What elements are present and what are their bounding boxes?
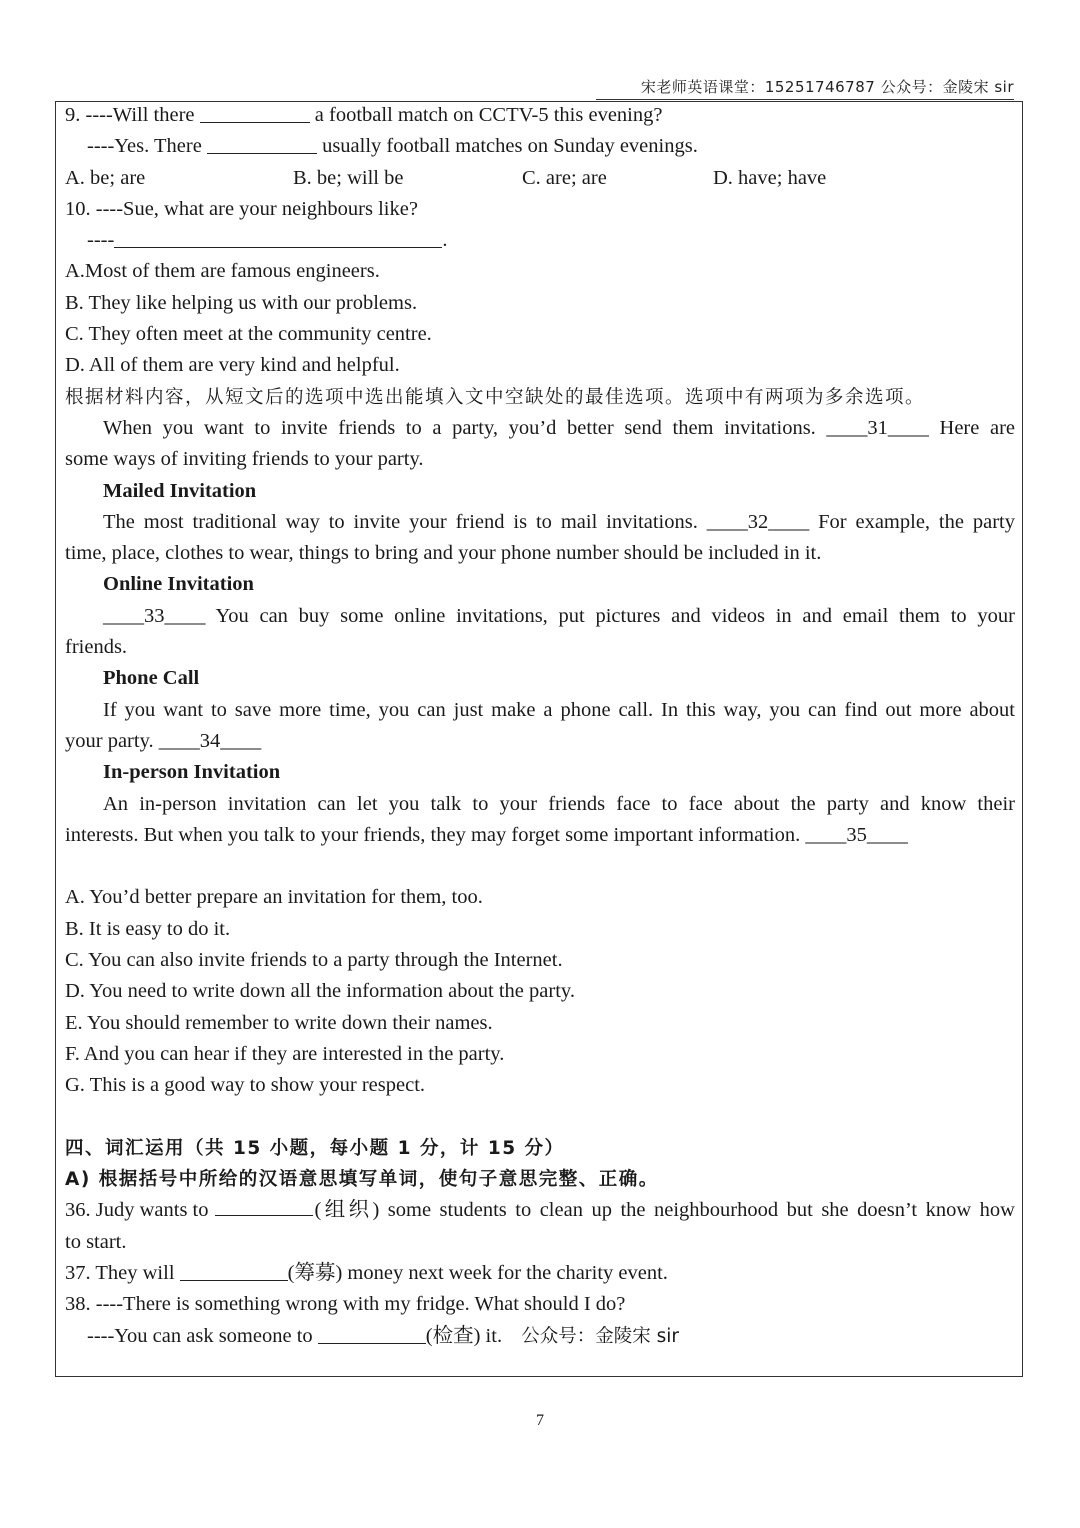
heading-online-invitation: Online Invitation	[103, 573, 254, 596]
passage-p1-line2: time, place, clothes to wear, things to bring and your phone number should be included in it.	[65, 542, 822, 565]
passage-p4-line1: An in-person invitation can let you talk to your friends face to face about the party and know their	[103, 792, 1015, 815]
q9-text-d: usually football matches on Sunday evenings.	[322, 135, 698, 158]
passage-p4-line2: interests. But when you talk to your friends, they may forget some important information. ____35____	[65, 823, 908, 846]
q38-text-a: ----You can ask someone to	[87, 1324, 313, 1347]
passage-option-c[interactable]: C. You can also invite friends to a party through the Internet.	[65, 949, 563, 972]
q9-option-d[interactable]: D. have; have	[713, 166, 827, 189]
passage-intro-line2: some ways of inviting friends to your party.	[65, 448, 424, 471]
spacer	[65, 1102, 1015, 1133]
q38-watermark: 公众号：金陵宋 sir	[521, 1325, 679, 1347]
passage-intro-line1: When you want to invite friends to a party, you’d better send them invitations. ____31____ Here are	[103, 416, 1015, 439]
q37-text-b: (筹募) money next week for the charity event.	[287, 1261, 668, 1284]
heading-in-person-invitation: In-person Invitation	[103, 761, 281, 784]
section4-sub-a: A) 根据括号中所给的汉语意思填写单词，使句子意思完整、正确。	[65, 1169, 659, 1191]
q9-blank-1[interactable]	[200, 102, 310, 123]
passage-p2-line1: ____33____ You can buy some online invitations, put pictures and videos in and email them to your	[103, 604, 1015, 627]
passage-p1-line1: The most traditional way to invite your friend is to mail invitations. ____32____ For example, the party	[103, 510, 1015, 533]
q36-line1	[65, 1195, 1015, 1226]
q10-option-b[interactable]: B. They like helping us with our problems.	[65, 291, 418, 314]
heading-mailed-invitation: Mailed Invitation	[103, 479, 257, 502]
passage-option-f[interactable]: F. And you can hear if they are interested in the party.	[65, 1042, 505, 1065]
passage-option-e[interactable]: E. You should remember to write down their names.	[65, 1011, 493, 1034]
q9-option-c[interactable]: C. are; are	[522, 166, 607, 189]
page-number: 7	[536, 1412, 544, 1429]
passage-option-a[interactable]: A. You’d better prepare an invitation for them, too.	[65, 886, 483, 909]
passage-p3-line2: your party. ____34____	[65, 729, 262, 752]
q10-answer-blank[interactable]	[114, 227, 442, 248]
q9-option-b[interactable]: B. be; will be	[293, 166, 404, 189]
worksheet-content	[65, 100, 1015, 1352]
q10-answer-line	[65, 225, 1015, 256]
q36-text-b: (组织) some students to clean up the neighbourhood but she doesn’t know how	[314, 1199, 1015, 1222]
q37-blank[interactable]	[180, 1260, 288, 1281]
q9-text-c: ----Yes. There	[87, 135, 202, 158]
spacer	[65, 851, 1015, 882]
q9-options	[65, 163, 1015, 194]
q9-text-a: 9. ----Will there	[65, 104, 195, 126]
q10-option-a[interactable]: A.Most of them are famous engineers.	[65, 260, 380, 283]
passage-option-d[interactable]: D. You need to write down all the information about the party.	[65, 980, 575, 1003]
q9-line1	[65, 100, 1015, 131]
heading-phone-call: Phone Call	[103, 667, 200, 690]
q36-blank[interactable]	[215, 1195, 313, 1216]
section4-title: 四、词汇运用（共 15 小题，每小题 1 分，计 15 分）	[65, 1137, 565, 1159]
q9-text-b: a football match on CCTV-5 this evening?	[314, 104, 663, 126]
q9-option-a[interactable]: A. be; are	[65, 166, 146, 189]
q37-line	[65, 1258, 1015, 1289]
q9-blank-2[interactable]	[207, 133, 317, 154]
q38-text-b: (检查) it.	[425, 1324, 503, 1347]
q10-option-d[interactable]: D. All of them are very kind and helpful.	[65, 354, 400, 377]
q9-line2	[65, 131, 1015, 162]
q10-answer-prefix: ----	[87, 229, 115, 252]
q10-answer-suffix: .	[442, 229, 448, 252]
q37-text-a: 37. They will	[65, 1261, 175, 1284]
q38-line1: 38. ----There is something wrong with my fridge. What should I do?	[65, 1293, 626, 1316]
page-header: 宋老师英语课堂：15251746787 公众号：金陵宋 sir	[640, 78, 1014, 96]
q10-question: 10. ----Sue, what are your neighbours like?	[65, 197, 418, 220]
q36-text-a: 36. Judy wants to	[65, 1199, 209, 1222]
q36-line2: to start.	[65, 1230, 127, 1253]
passage-option-b[interactable]: B. It is easy to do it.	[65, 917, 231, 940]
section-instruction: 根据材料内容，从短文后的选项中选出能填入文中空缺处的最佳选项。选项中有两项为多余选项。	[65, 386, 926, 408]
passage-option-g[interactable]: G. This is a good way to show your respect.	[65, 1074, 426, 1097]
passage-p2-line2: friends.	[65, 636, 128, 659]
q10-option-c[interactable]: C. They often meet at the community centre.	[65, 323, 432, 346]
passage-p3-line1: If you want to save more time, you can just make a phone call. In this way, you can find out more about	[103, 698, 1015, 721]
q38-line2	[65, 1321, 1015, 1352]
q38-blank[interactable]	[318, 1323, 426, 1344]
